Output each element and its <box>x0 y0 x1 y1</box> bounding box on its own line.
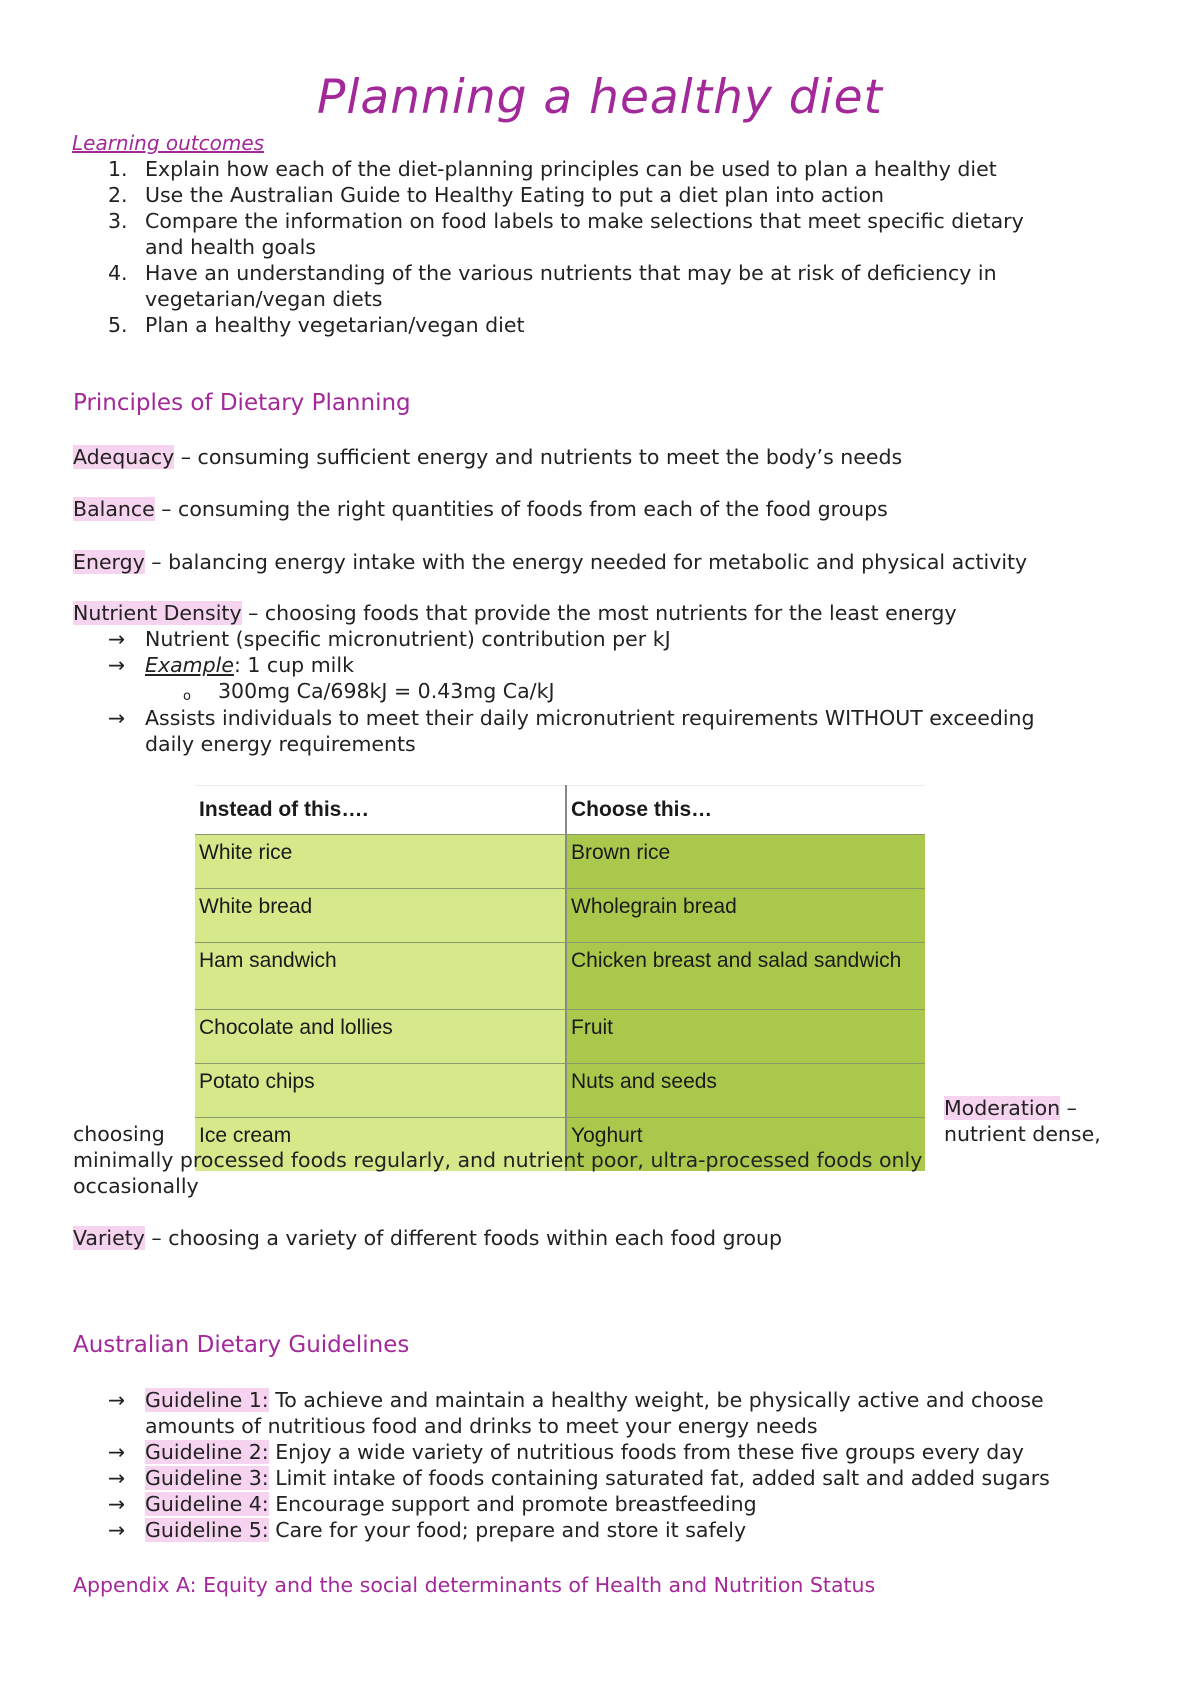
nutrient-density-paragraph: Nutrient Density – choosing foods that provide the most nutrients for the least energy <box>73 601 957 625</box>
energy-term: Energy <box>73 550 145 574</box>
table-cell: Yoghurt <box>566 1118 925 1172</box>
list-item: → Example: 1 cup milk <box>108 653 354 677</box>
list-item: 3. Compare the information on food labels to make selections that meet specific dietary and health goals <box>108 209 1024 259</box>
list-item: → Guideline 2: Enjoy a wide variety of nutritious foods from these five groups every day <box>108 1440 1024 1464</box>
list-item: → Assists individuals to meet their daily micronutrient requirements WITHOUT exceeding daily energy requirements <box>108 706 1035 756</box>
table-header-row <box>195 786 925 835</box>
variety-paragraph: Variety – choosing a variety of different foods within each food group <box>73 1226 783 1250</box>
table-cell: Chicken breast and salad sandwich <box>566 943 925 1010</box>
table-cell: Potato chips <box>195 1064 566 1118</box>
arrow-icon: → <box>108 627 126 651</box>
learning-outcomes-list <box>72 156 1142 338</box>
arrow-icon: → <box>108 1388 126 1412</box>
moderation-term: Moderation <box>944 1096 1061 1120</box>
list-item: → Guideline 1: To achieve and maintain a healthy weight, be physically active and choose amounts of nutritious food and drinks to meet your energy needs <box>108 1388 1044 1438</box>
moderation-right-text: nutrient dense, <box>944 1122 1101 1146</box>
table-row <box>195 1010 925 1064</box>
table-cell: White bread <box>195 889 566 943</box>
arrow-icon: → <box>108 653 126 677</box>
table-cell: Wholegrain bread <box>566 889 925 943</box>
list-item: → Guideline 4: Encourage support and promote breastfeeding <box>108 1492 757 1516</box>
table-cell: Brown rice <box>566 835 925 889</box>
list-item: 4. Have an understanding of the various nutrients that may be at risk of deficiency in vegetarian/vegan diets <box>108 261 997 311</box>
arrow-icon: → <box>108 706 126 730</box>
circle-bullet-icon: o <box>183 689 191 704</box>
table-cell: Fruit <box>566 1010 925 1064</box>
table-cell: Ice cream <box>195 1118 566 1172</box>
table-cell: Nuts and seeds <box>566 1064 925 1118</box>
moderation-heading-line: Moderation – <box>944 1096 1077 1120</box>
page-title: Planning a healthy diet <box>317 70 883 125</box>
variety-term: Variety <box>73 1226 145 1250</box>
arrow-icon: → <box>108 1466 126 1490</box>
table-cell: Ham sandwich <box>195 943 566 1010</box>
moderation-line-2: minimally processed foods regularly, and nutrient poor, ultra-processed foods only <box>73 1148 923 1172</box>
moderation-line-3: occasionally <box>73 1174 199 1198</box>
document-page: Planning a healthy diet Learning outcomes 1. Explain how each of the diet-planning principles can be used to plan a healthy diet 2. Use the Australian Guide to Healthy Eating to put a diet plan into action 3. Compare the information on food labels to make selections that meet specific dietary and health goals 4. Have an understanding of the various nutrients that may be at risk of deficiency in vegetarian/vegan diets 5. Plan a healthy vegetarian/vegan diet Principles of Dietary Planning Adequacy – consuming sufficient energy and nutrients to meet the body’s needs Balance – consuming the right quantities of foods from each of the food groups Energy – balancing energy intake with the energy needed for metabolic and physical activity Nutrient Density – choosing foods that provide the most nutrients for the least energy → Nutrient (specific micronutrient) contribution per kJ → Example: 1 cup milk o 300mg Ca/698kJ = 0.43mg Ca/kJ → Assists individuals to meet their daily micronutrient requirements WITHOUT exceeding daily energy requirements Instead of this…. Choose this… White rice Brown rice White bread Wholegrain bread Ham sandwich Chicken breast and salad sandwich Chocolate and lollies Fruit Potato chips Nuts and seeds Ice cream Yoghurt Moderation – choosing nutrient dense, minimally processed foods regularly, and nutrient poor, ultra-processed foods only occasionally Variety – choosing a variety of different foods within each food group Australian Dietary Guidelines → Guideline 1: To achieve and maintain a healthy weight, be physically active and choose amounts of nutritious food and drinks to meet your energy needs → Guideline 2: Enjoy a wide variety of nutritious foods from these five groups every day → Guideline 3: Limit intake of foods containing saturated fat, added salt and added sugars → Guideline 4: Encourage support and promote breastfeeding → Guideline 5: Care for your food; prepare and store it safely Appendix A: Equity and the social determinants of Health and Nutrition Status <box>0 0 1200 1696</box>
column-header-choose: Choose this… <box>566 786 925 835</box>
adequacy-term: Adequacy <box>73 445 175 469</box>
energy-paragraph: Energy – balancing energy intake with the energy needed for metabolic and physical activity <box>73 550 1028 574</box>
guidelines-list <box>108 1387 1050 1543</box>
nutrient-density-bullets-continued <box>108 705 1035 757</box>
nutrient-density-term: Nutrient Density <box>73 601 242 625</box>
nutrient-density-bullets <box>108 626 671 678</box>
list-item: → Guideline 5: Care for your food; prepare and store it safely <box>108 1518 747 1542</box>
column-header-instead: Instead of this…. <box>195 786 566 835</box>
arrow-icon: → <box>108 1440 126 1464</box>
table-row <box>195 889 925 943</box>
table-row <box>195 835 925 889</box>
learning-outcomes-heading: Learning outcomes <box>72 131 265 155</box>
list-item: 1. Explain how each of the diet-planning principles can be used to plan a healthy diet <box>108 157 997 181</box>
moderation-left-text: choosing <box>73 1122 165 1146</box>
list-item: 5. Plan a healthy vegetarian/vegan diet <box>108 313 525 337</box>
guidelines-heading: Australian Dietary Guidelines <box>73 1332 410 1358</box>
list-item: → Guideline 3: Limit intake of foods containing saturated fat, added salt and added sugars <box>108 1466 1050 1490</box>
principles-heading: Principles of Dietary Planning <box>73 390 411 416</box>
appendix-link: Appendix A: Equity and the social determinants of Health and Nutrition Status <box>73 1573 876 1597</box>
arrow-icon: → <box>108 1518 126 1542</box>
list-item: 2. Use the Australian Guide to Healthy Eating to put a diet plan into action <box>108 183 884 207</box>
table-row <box>195 1064 925 1118</box>
table-row <box>195 943 925 1010</box>
balance-paragraph: Balance – consuming the right quantities of foods from each of the food groups <box>73 497 888 521</box>
arrow-icon: → <box>108 1492 126 1516</box>
balance-term: Balance <box>73 497 155 521</box>
table-cell: Chocolate and lollies <box>195 1010 566 1064</box>
food-swap-table <box>195 785 925 1171</box>
adequacy-paragraph: Adequacy – consuming sufficient energy and nutrients to meet the body’s needs <box>73 445 903 469</box>
table-cell: White rice <box>195 835 566 889</box>
list-item: → Nutrient (specific micronutrient) contribution per kJ <box>108 627 671 651</box>
